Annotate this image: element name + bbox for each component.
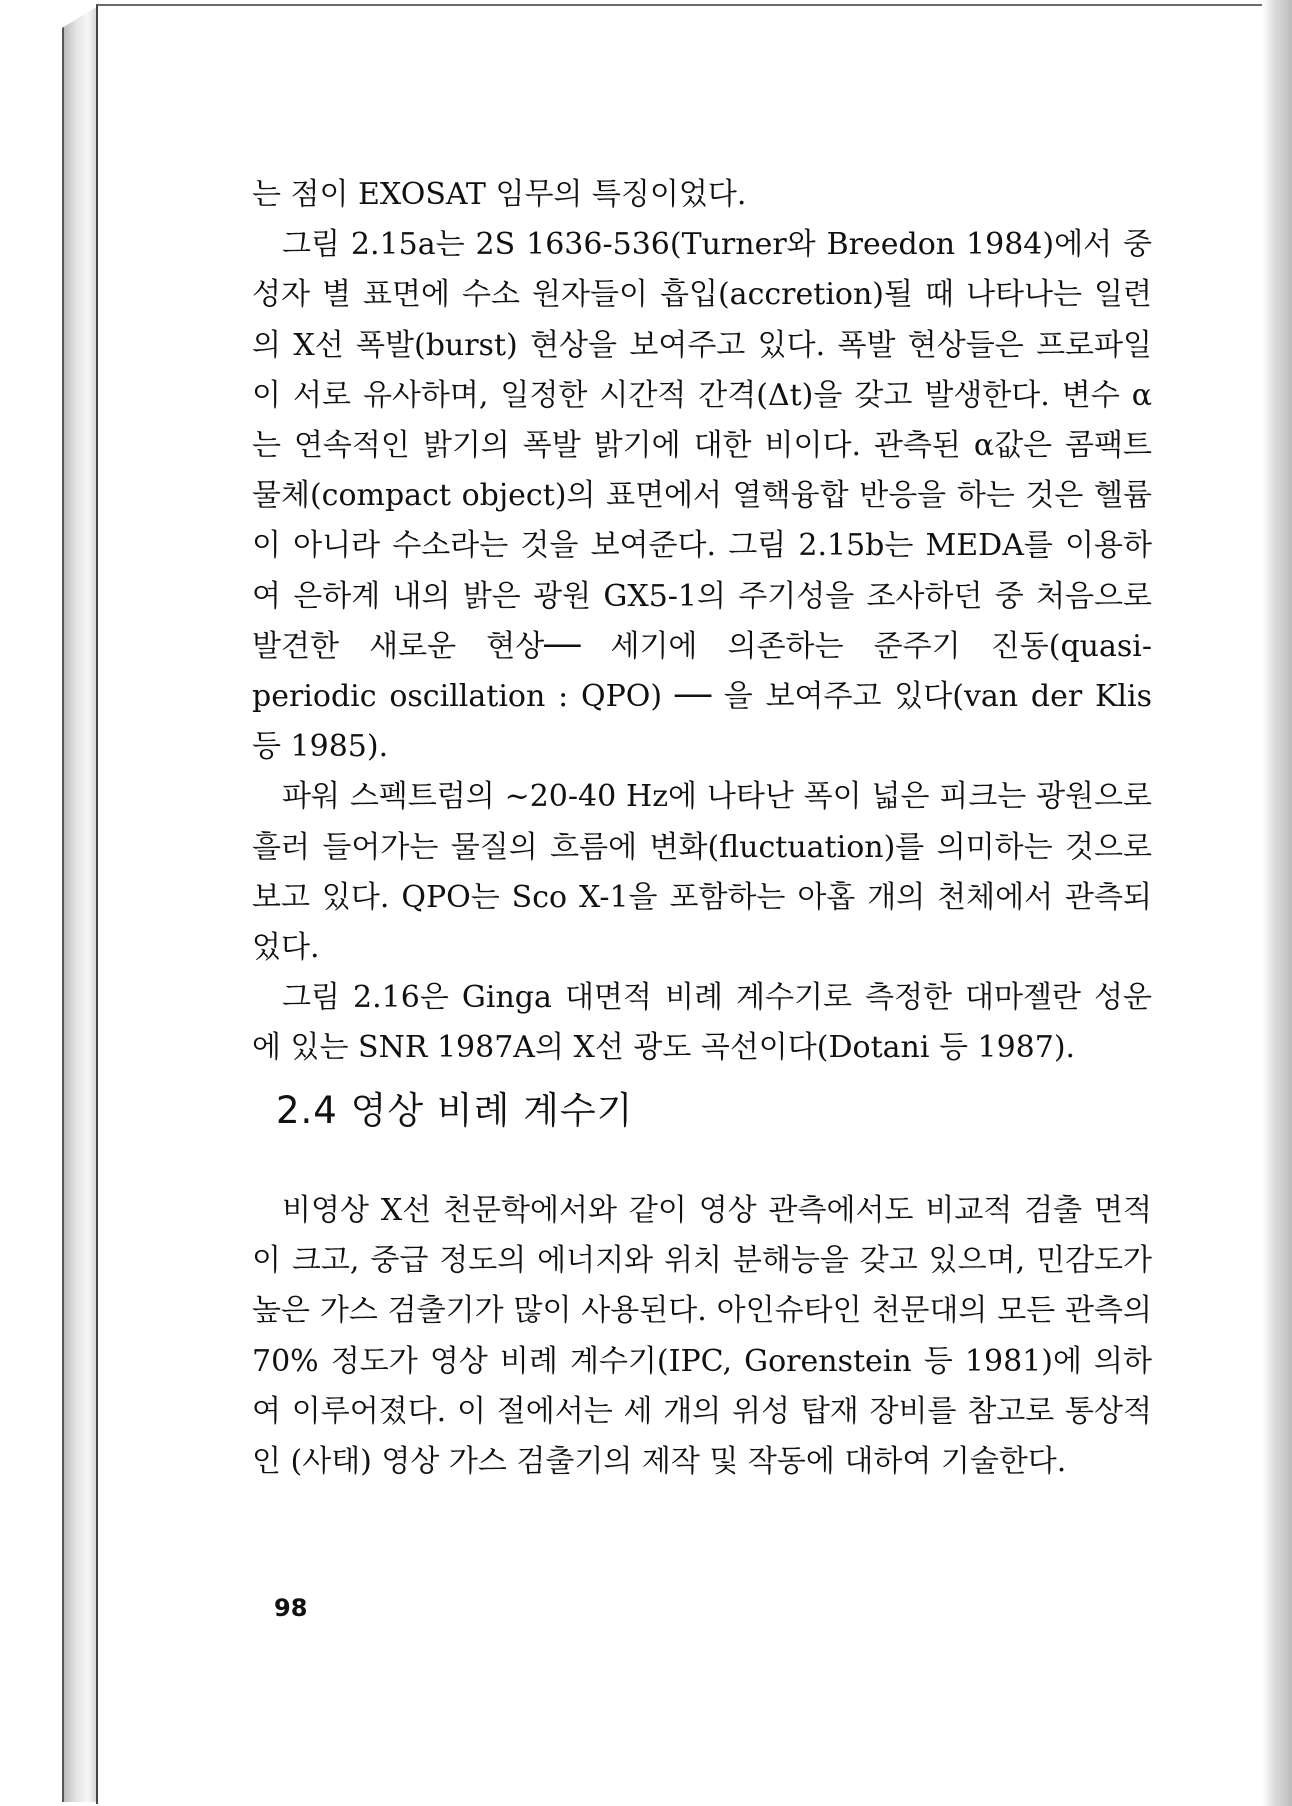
page-edge-shadow	[1262, 0, 1292, 1806]
book-spine	[62, 6, 98, 1802]
section-heading: 2.4 영상 비례 계수기	[276, 1089, 634, 1132]
body-text-bottom	[252, 1186, 1152, 1487]
paragraph: 는 점이 EXOSAT 임무의 특징이었다.	[252, 177, 747, 212]
paragraph: 그림 2.16은 Ginga 대면적 비례 계수기로 측정한 대마젤란 성운에 있는 SNR 1987A의 X선 광도 곡선이다(Dotani 등 1987).	[252, 980, 1152, 1066]
page-number: 98	[274, 1594, 308, 1622]
body-text-top	[252, 170, 1152, 1074]
paragraph: 파워 스펙트럼의 ~20-40 Hz에 나타난 폭이 넓은 피크는 광원으로 흘러 들어가는 물질의 흐름에 변화(fluctuation)를 의미하는 것으로 보고 있다. QPO는 Sco X-1을 포함하는 아홉 개의 천체에서 관측되었다.	[252, 779, 1152, 966]
paragraph: 비영상 X선 천문학에서와 같이 영상 관측에서도 비교적 검출 면적이 크고, 중급 정도의 에너지와 위치 분해능을 갖고 있으며, 민감도가 높은 가스 검출기가 많이 사용된다. 아인슈타인 천문대의 모든 관측의 70% 정도가 영상 비례 계수기(IPC, Gorenstein 등 1981)에 의하여 이루어졌다. 이 절에서는 세 개의 위성 탑재 장비를 참고로 통상적인 (사태) 영상 가스 검출기의 제작 및 작동에 대하여 기술한다.	[252, 1193, 1152, 1480]
paragraph: 그림 2.15a는 2S 1636-536(Turner와 Breedon 1984)에서 중성자 별 표면에 수소 원자들이 흡입(accretion)될 때 나타나는 일련의 X선 폭발(burst) 현상을 보여주고 있다. 폭발 현상들은 프로파일이 서로 유사하며, 일정한 시간적 간격(Δt)을 갖고 발생한다. 변수 α는 연속적인 밝기의 폭발 밝기에 대한 비이다. 관측된 α값은 콤팩트 물체(compact object)의 표면에서 열핵융합 반응을 하는 것은 헬륨이 아니라 수소라는 것을 보여준다. 그림 2.15b는 MEDA를 이용하여 은하계 내의 밝은 광원 GX5-1의 주기성을 조사하던 중 처음으로 발견한 새로운 현상── 세기에 의존하는 준주기 진동(quasi-periodic oscillation : QPO) ── 을 보여주고 있다(van der Klis 등 1985).	[252, 227, 1152, 765]
